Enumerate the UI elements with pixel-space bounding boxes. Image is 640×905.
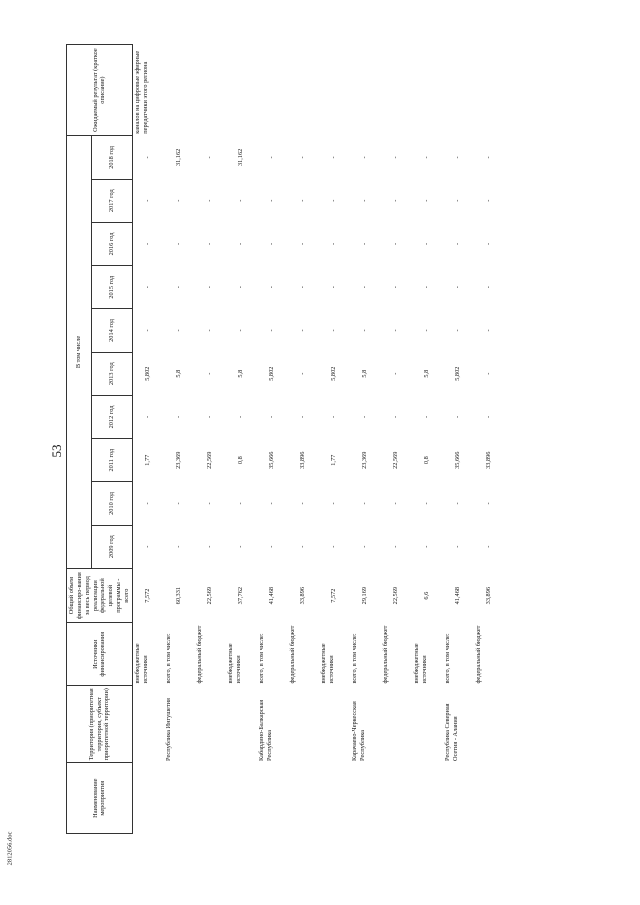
- cell-territory: [412, 686, 443, 763]
- cell-year-value: -: [361, 415, 369, 419]
- header-year: 2010 год: [91, 482, 132, 525]
- cell-year-value: -: [392, 156, 400, 159]
- cell-year-value: -: [175, 199, 183, 202]
- cell-year-value: -: [299, 242, 307, 246]
- cell-year-value: -: [206, 545, 214, 548]
- cell-source: всего, в том числе:: [350, 633, 358, 684]
- cell-year-value: -: [206, 199, 214, 202]
- cell-year-value: -: [423, 156, 431, 159]
- cell-territory: [474, 686, 505, 763]
- cell-year-value: -: [299, 415, 307, 419]
- cell-year-value: -: [237, 242, 245, 246]
- cell-year-value: -: [454, 156, 462, 159]
- cell-year-value: 31,162: [237, 148, 245, 167]
- cell-year-value: -: [268, 156, 276, 159]
- cell-year-value: 35,666: [268, 451, 276, 469]
- cell-year-value: 22,569: [206, 451, 214, 469]
- cell-year-value: 0,8: [423, 456, 431, 465]
- cell-year-value: -: [392, 372, 400, 375]
- cell-territory: [381, 686, 412, 763]
- cell-year-value: -: [392, 286, 400, 289]
- cell-year-value: -: [175, 545, 183, 548]
- cell-year-value: -: [454, 502, 462, 505]
- cell-year-value: -: [392, 242, 400, 246]
- cell-result: [195, 45, 226, 136]
- cell-year-value: -: [237, 545, 245, 548]
- cell-year-value: -: [330, 286, 338, 289]
- cell-year-value: -: [485, 286, 493, 289]
- cell-year-value: -: [299, 545, 307, 548]
- cell-territory: Кабардино-Балкарская Республика: [257, 699, 273, 761]
- table-row: [257, 45, 288, 834]
- cell-total: 6,6: [423, 591, 431, 600]
- header-territory: Территория (приоритетная территория, субъект приоритетной территории): [67, 686, 133, 763]
- cell-year-value: -: [330, 415, 338, 419]
- cell-name: [195, 763, 226, 834]
- cell-year-value: -: [268, 242, 276, 246]
- table-row: [226, 45, 257, 834]
- cell-source: федеральный бюджет: [288, 625, 296, 684]
- cell-result: [319, 45, 350, 136]
- table-row: [195, 45, 226, 834]
- cell-year-value: -: [330, 242, 338, 246]
- cell-territory: [226, 686, 257, 763]
- cell-year-value: -: [144, 545, 152, 548]
- table-row: [319, 45, 350, 834]
- cell-year-value: 5,802: [144, 366, 152, 381]
- cell-name: [443, 763, 474, 834]
- cell-name: [412, 763, 443, 834]
- cell-name: [350, 763, 381, 834]
- cell-year-value: -: [485, 329, 493, 332]
- cell-result: [164, 45, 195, 136]
- cell-name: [288, 763, 319, 834]
- cell-year-value: 5,8: [361, 369, 369, 378]
- table-row: [288, 45, 319, 834]
- cell-name: [132, 763, 164, 834]
- cell-total: 60,331: [175, 586, 183, 605]
- cell-year-value: -: [454, 545, 462, 548]
- cell-year-value: 5,8: [175, 369, 183, 378]
- cell-name: [319, 763, 350, 834]
- cell-year-value: 35,666: [454, 451, 462, 469]
- header-year: 2015 год: [91, 266, 132, 309]
- header-result: Ожидаемый результат (краткое описание): [67, 45, 133, 136]
- cell-source: внебюджетные источники: [319, 643, 335, 684]
- cell-year-value: 5,802: [454, 366, 462, 381]
- table-row: [443, 45, 474, 834]
- header-year: 2014 год: [91, 309, 132, 352]
- header-year: 2012 год: [91, 395, 132, 438]
- cell-year-value: 5,8: [423, 369, 431, 378]
- cell-year-value: -: [144, 199, 152, 202]
- table-row: [381, 45, 412, 834]
- cell-year-value: -: [299, 502, 307, 505]
- cell-year-value: -: [268, 199, 276, 202]
- cell-year-value: -: [423, 199, 431, 202]
- page-number: 53: [49, 444, 64, 458]
- header-source: Источники финансирования: [67, 623, 133, 686]
- cell-year-value: -: [361, 329, 369, 332]
- cell-year-value: -: [206, 329, 214, 332]
- cell-year-value: -: [299, 156, 307, 159]
- table-row: [132, 45, 164, 834]
- cell-year-value: -: [454, 242, 462, 246]
- cell-result: каналов на цифровые эфирные передатчики этого региона: [133, 50, 149, 134]
- cell-source: федеральный бюджет: [474, 625, 482, 684]
- table-header: [67, 45, 133, 834]
- cell-year-value: -: [144, 242, 152, 246]
- cell-year-value: 5,802: [268, 366, 276, 381]
- header-year: 2011 год: [91, 439, 132, 482]
- cell-year-value: -: [206, 502, 214, 505]
- cell-year-value: -: [237, 286, 245, 289]
- cell-year-value: -: [423, 502, 431, 505]
- cell-name: [226, 763, 257, 834]
- cell-total: 33,896: [485, 586, 493, 605]
- table-body: [132, 45, 505, 834]
- cell-year-value: -: [237, 329, 245, 332]
- cell-territory: Республика Ингушетия: [164, 698, 172, 761]
- cell-name: [381, 763, 412, 834]
- cell-year-value: 23,369: [175, 451, 183, 469]
- cell-year-value: -: [144, 286, 152, 289]
- cell-year-value: -: [206, 242, 214, 246]
- cell-year-value: 22,569: [392, 451, 400, 469]
- cell-year-value: -: [485, 372, 493, 375]
- cell-year-value: -: [206, 286, 214, 289]
- cell-year-value: 5,802: [330, 366, 338, 381]
- cell-territory: [319, 686, 350, 763]
- header-year: 2013 год: [91, 352, 132, 395]
- cell-result: [350, 45, 381, 136]
- cell-year-value: -: [299, 329, 307, 332]
- cell-year-value: 1,77: [144, 454, 152, 466]
- cell-year-value: 5,8: [237, 369, 245, 378]
- cell-year-value: 31,162: [175, 148, 183, 167]
- cell-result: [226, 45, 257, 136]
- cell-year-value: -: [299, 199, 307, 202]
- table-row: [412, 45, 443, 834]
- cell-year-value: -: [330, 502, 338, 505]
- cell-year-value: -: [237, 502, 245, 505]
- cell-year-value: -: [454, 286, 462, 289]
- cell-year-value: -: [268, 545, 276, 548]
- cell-source: внебюджетные источники: [226, 643, 242, 684]
- cell-year-value: -: [485, 545, 493, 548]
- cell-year-value: -: [423, 545, 431, 548]
- cell-year-value: -: [361, 242, 369, 246]
- cell-year-value: -: [144, 415, 152, 419]
- cell-name: [474, 763, 505, 834]
- cell-year-value: -: [330, 545, 338, 548]
- cell-source: всего, в том числе:: [164, 633, 172, 684]
- cell-source: внебюджетные источники: [412, 643, 428, 684]
- cell-result: [412, 45, 443, 136]
- cell-year-value: -: [144, 156, 152, 159]
- cell-year-value: -: [361, 545, 369, 548]
- cell-year-value: -: [237, 415, 245, 419]
- cell-name: [257, 763, 288, 834]
- cell-year-value: -: [268, 502, 276, 505]
- cell-year-value: -: [175, 242, 183, 246]
- cell-year-value: -: [485, 415, 493, 419]
- funding-table: [66, 44, 505, 834]
- cell-year-value: -: [423, 242, 431, 246]
- cell-result: [257, 45, 288, 136]
- cell-year-value: -: [268, 415, 276, 419]
- cell-year-value: -: [268, 286, 276, 289]
- cell-year-value: -: [361, 199, 369, 202]
- table-row: [474, 45, 505, 834]
- cell-year-value: -: [175, 415, 183, 419]
- cell-year-value: -: [330, 156, 338, 159]
- table-row: [164, 45, 195, 834]
- cell-year-value: -: [299, 286, 307, 289]
- cell-year-value: 23,369: [361, 451, 369, 469]
- cell-year-value: -: [485, 242, 493, 246]
- cell-year-value: -: [268, 329, 276, 332]
- cell-result: [381, 45, 412, 136]
- cell-result: [474, 45, 505, 136]
- cell-year-value: -: [423, 415, 431, 419]
- header-year: 2009 год: [91, 525, 132, 568]
- cell-result: [443, 45, 474, 136]
- cell-year-value: 1,77: [330, 454, 338, 466]
- cell-source: федеральный бюджет: [195, 625, 203, 684]
- cell-total: 7,572: [144, 588, 152, 603]
- cell-year-value: -: [330, 199, 338, 202]
- cell-year-value: 0,8: [237, 456, 245, 465]
- cell-source: федеральный бюджет: [381, 625, 389, 684]
- header-including: В том числе: [67, 136, 92, 569]
- document-footer: 2812056.doc: [6, 831, 14, 866]
- cell-name: [164, 763, 195, 834]
- cell-year-value: -: [392, 545, 400, 548]
- header-year: 2016 год: [91, 222, 132, 265]
- cell-year-value: -: [392, 329, 400, 332]
- cell-year-value: -: [175, 502, 183, 505]
- cell-total: 41,468: [268, 586, 276, 605]
- cell-source: всего, в том числе:: [443, 633, 451, 684]
- cell-year-value: -: [175, 329, 183, 332]
- header-year: 2017 год: [91, 179, 132, 222]
- cell-year-value: -: [299, 372, 307, 375]
- cell-total: 22,569: [392, 586, 400, 605]
- table-row: [350, 45, 381, 834]
- cell-year-value: -: [454, 415, 462, 419]
- header-year: 2018 год: [91, 136, 132, 179]
- cell-territory: [195, 686, 226, 763]
- rotated-page-content: [66, 42, 598, 834]
- cell-territory: Республика Северная Осетия - Алания: [443, 703, 459, 761]
- cell-total: 7,572: [330, 588, 338, 603]
- cell-year-value: -: [206, 415, 214, 419]
- cell-year-value: -: [175, 286, 183, 289]
- cell-territory: [132, 686, 164, 763]
- cell-year-value: -: [361, 286, 369, 289]
- cell-year-value: -: [392, 199, 400, 202]
- cell-year-value: -: [206, 372, 214, 375]
- cell-year-value: -: [144, 502, 152, 505]
- cell-year-value: 33,896: [485, 451, 493, 469]
- cell-year-value: -: [361, 156, 369, 159]
- cell-year-value: 33,896: [299, 451, 307, 469]
- cell-year-value: -: [454, 329, 462, 332]
- cell-territory: [288, 686, 319, 763]
- cell-year-value: -: [485, 502, 493, 505]
- cell-year-value: -: [392, 415, 400, 419]
- cell-total: 22,569: [206, 586, 214, 605]
- cell-total: 29,169: [361, 586, 369, 605]
- cell-total: 33,896: [299, 586, 307, 605]
- header-name: Наименование мероприятия: [67, 763, 133, 834]
- cell-year-value: -: [237, 199, 245, 202]
- cell-year-value: -: [361, 502, 369, 505]
- rotated-table-wrapper: [66, 42, 640, 818]
- cell-year-value: -: [423, 286, 431, 289]
- header-total: Общий объем финансиро-вания за весь период реализации федеральной целевой программы - всего: [67, 568, 133, 623]
- cell-year-value: -: [423, 329, 431, 332]
- cell-year-value: -: [392, 502, 400, 505]
- cell-source: внебюджетные источники: [133, 643, 149, 684]
- cell-result: [288, 45, 319, 136]
- cell-territory: Карачаево-Черкесская Республика: [350, 701, 366, 761]
- cell-year-value: -: [454, 199, 462, 202]
- cell-year-value: -: [485, 156, 493, 159]
- cell-year-value: -: [485, 199, 493, 202]
- cell-total: 37,762: [237, 586, 245, 605]
- cell-year-value: -: [330, 329, 338, 332]
- cell-source: всего, в том числе:: [257, 633, 265, 684]
- cell-year-value: -: [144, 329, 152, 332]
- cell-total: 41,468: [454, 586, 462, 605]
- cell-year-value: -: [206, 156, 214, 159]
